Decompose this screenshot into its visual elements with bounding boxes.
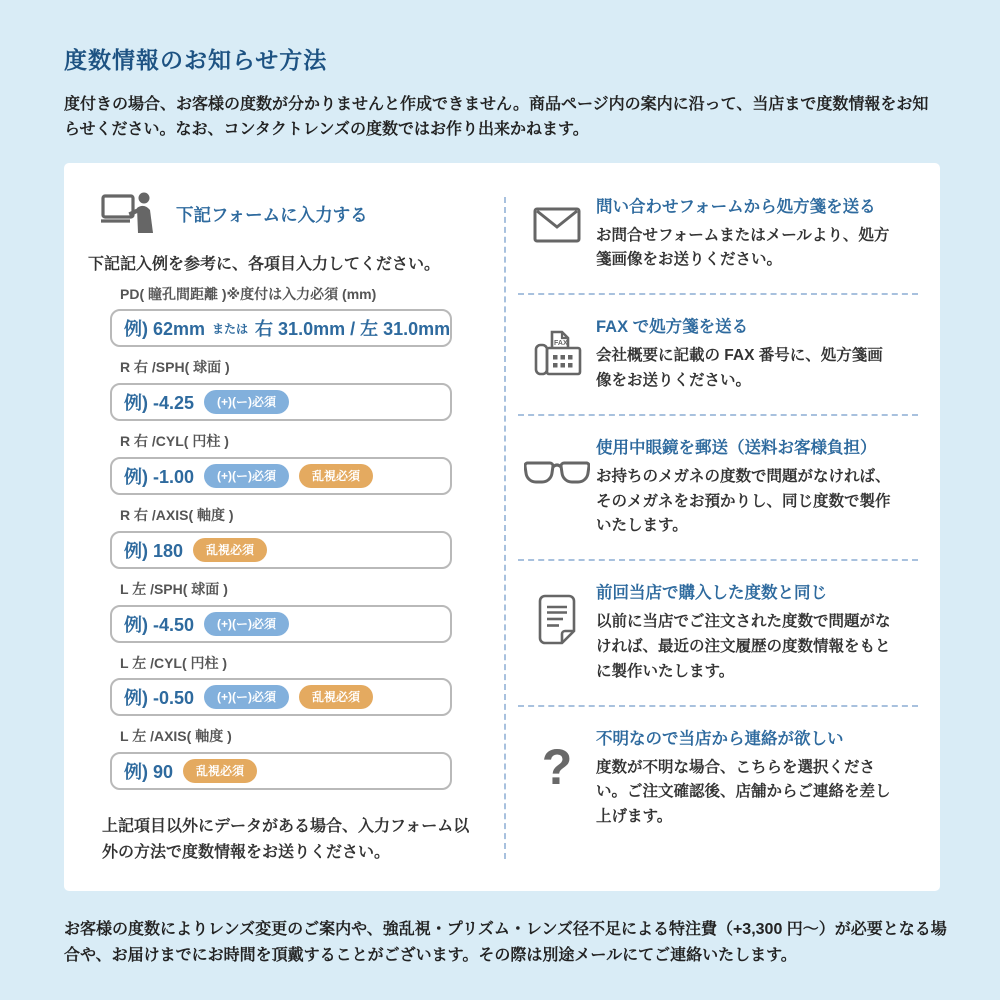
field-group-l-sph: [110, 581, 504, 643]
field-label: L 左 /SPH( 球面 ): [120, 580, 228, 597]
field-group-l-cyl: [110, 655, 504, 717]
field-example-value: 例) 62mm: [124, 319, 206, 340]
method-fax: [518, 293, 918, 414]
field-label: L 左 /CYL( 円柱 ): [120, 654, 228, 671]
field-group-r-cyl: [110, 433, 504, 495]
plus-minus-required-badge: (+)(ー)必須: [204, 685, 289, 709]
form-instruction: 下記記入例を参考に、各項目入力してください。: [88, 255, 441, 273]
field-example-value: 例) -4.50: [124, 614, 195, 635]
astigmatism-required-badge: 乱視必須: [299, 685, 373, 709]
method-text: お持ちのメガネの度数で問題がなければ、そのメガネをお預かりし、同じ度数で製作いたします。: [596, 467, 891, 535]
form-section-header: [88, 191, 504, 238]
document-icon: [518, 579, 596, 684]
method-mail-glasses: [518, 414, 918, 559]
field-example-value: 例) 90: [124, 762, 174, 783]
plus-minus-required-badge: (+)(ー)必須: [204, 464, 289, 488]
field-label: L 左 /AXIS( 軸度 ): [120, 728, 232, 745]
field-example-value-2: 右 31.0mm / 左 31.0mm: [255, 319, 451, 340]
field-example-box: [110, 678, 452, 716]
method-unknown-contact-me: [518, 705, 918, 850]
form-note: 上記項目以外にデータがある場合、入力フォーム以外の方法で度数情報をお送りください。: [102, 818, 470, 861]
astigmatism-required-badge: 乱視必須: [183, 759, 257, 783]
field-group-l-axis: [110, 728, 504, 790]
field-example-value: 例) 180: [124, 540, 184, 561]
astigmatism-required-badge: 乱視必須: [299, 464, 373, 488]
method-text: お問合せフォームまたはメールより、処方箋画像をお送りください。: [596, 226, 890, 269]
field-group-r-sph: [110, 359, 504, 421]
method-text: 以前に当店でご注文された度数で問題がなければ、最近の注文履歴の度数情報をもとに製作いたします。: [596, 613, 891, 680]
field-label: PD( 瞳孔間距離 )※度付は入力必須 (mm): [120, 285, 377, 302]
method-title: 使用中眼鏡を郵送（送料お客様負担）: [596, 438, 877, 457]
instructor-screen-icon: [100, 191, 156, 238]
methods-section: [506, 191, 918, 866]
field-example-box: [110, 383, 452, 421]
field-example-box: [110, 457, 452, 495]
method-title: 不明なので当店から連絡が欲しい: [596, 729, 844, 748]
field-example-box: [110, 605, 452, 643]
field-label: R 右 /SPH( 球面 ): [120, 359, 230, 376]
field-example-or: または: [212, 321, 249, 336]
field-group-pd: [110, 286, 504, 348]
question-icon: ?: [541, 738, 573, 795]
field-example-box: [110, 309, 452, 347]
method-text: 度数が不明な場合、こちらを選択ください。ご注文確認後、店舗からご連絡を差し上げます。: [596, 758, 891, 826]
field-label: R 右 /CYL( 円柱 ): [120, 433, 229, 450]
field-group-r-axis: [110, 507, 504, 569]
page-title: 度数情報のお知らせ方法: [64, 47, 328, 73]
intro-text: 度付きの場合、お客様の度数が分かりませんと作成できません。商品ページ内の案内に沿って、当店まで度数情報をお知らせください。なお、コンタクトレンズの度数ではお作り出来かねます。: [64, 96, 929, 138]
fax-icon: [518, 313, 596, 394]
form-section: [88, 191, 504, 866]
field-example-box: [110, 531, 452, 569]
field-example-value: 例) -4.25: [124, 393, 195, 414]
astigmatism-required-badge: 乱視必須: [193, 538, 267, 562]
field-example-value: 例) -1.00: [124, 466, 195, 487]
form-section-title: 下記フォームに入力する: [176, 204, 368, 225]
glasses-icon: [518, 434, 596, 539]
method-text: 会社概要に記載の FAX 番号に、処方箋画像をお送りください。: [596, 347, 883, 389]
method-title: 問い合わせフォームから処方箋を送る: [596, 197, 876, 216]
method-contact-form: [518, 191, 918, 294]
footer-note: お客様の度数によりレンズ変更のご案内や、強乱視・プリズム・レンズ径不足による特注費（+3,300 円〜）が必要となる場合や、お届けまでにお時間を頂戴することがございます。その際は別途メールにてご連絡いたします。: [64, 921, 947, 964]
method-previous-order: [518, 559, 918, 704]
field-example-box: [110, 752, 452, 790]
method-title: FAX で処方箋を送る: [596, 318, 749, 337]
field-example-value: 例) -0.50: [124, 688, 195, 709]
plus-minus-required-badge: (+)(ー)必須: [204, 390, 289, 414]
method-title: 前回当店で購入した度数と同じ: [596, 584, 827, 603]
envelope-icon: [518, 193, 596, 274]
field-label: R 右 /AXIS( 軸度 ): [120, 506, 234, 523]
plus-minus-required-badge: (+)(ー)必須: [204, 612, 289, 636]
svg-text:FAX: FAX: [554, 340, 568, 348]
form-fields: [88, 286, 504, 791]
info-card: [64, 163, 940, 892]
